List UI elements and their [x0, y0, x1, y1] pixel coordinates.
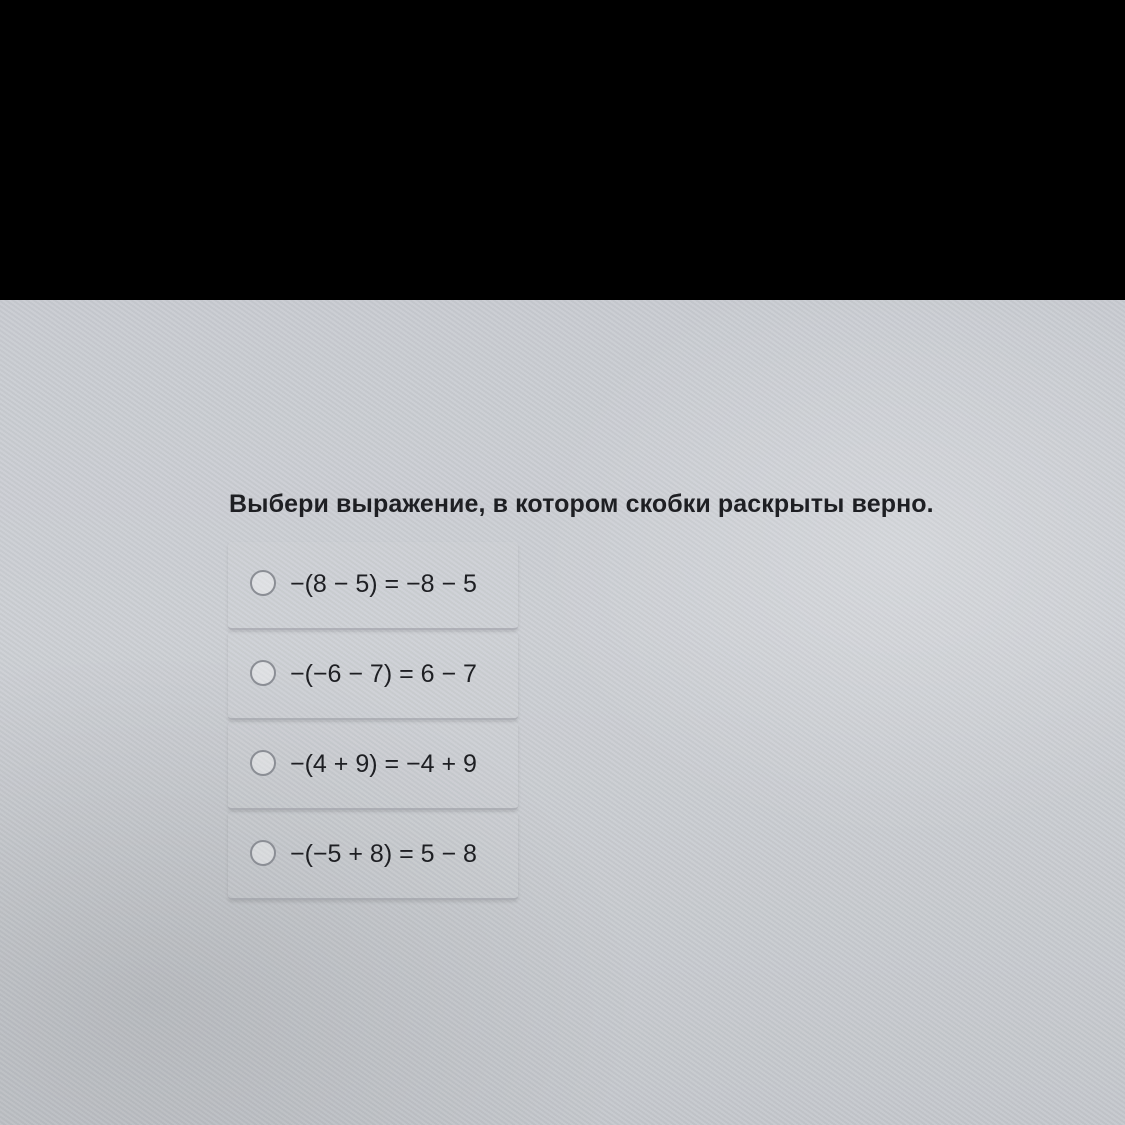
radio-button-3[interactable]	[250, 750, 276, 776]
answer-option-label: −(8 − 5) = −8 − 5	[290, 570, 477, 598]
answer-option-label: −(4 + 9) = −4 + 9	[290, 750, 477, 778]
answer-options	[228, 542, 518, 902]
answer-option-3[interactable]	[228, 722, 518, 810]
quiz-screen	[0, 300, 1125, 1125]
answer-option-1[interactable]	[228, 542, 518, 630]
photo-black-area	[0, 0, 1125, 300]
radio-button-4[interactable]	[250, 840, 276, 866]
answer-option-4[interactable]	[228, 812, 518, 900]
radio-button-1[interactable]	[250, 570, 276, 596]
answer-option-label: −(−5 + 8) = 5 − 8	[290, 840, 477, 868]
answer-option-2[interactable]	[228, 632, 518, 720]
radio-button-2[interactable]	[250, 660, 276, 686]
question-text: Выбери выражение, в котором скобки раскрыты верно.	[229, 490, 934, 518]
answer-option-label: −(−6 − 7) = 6 − 7	[290, 660, 477, 688]
